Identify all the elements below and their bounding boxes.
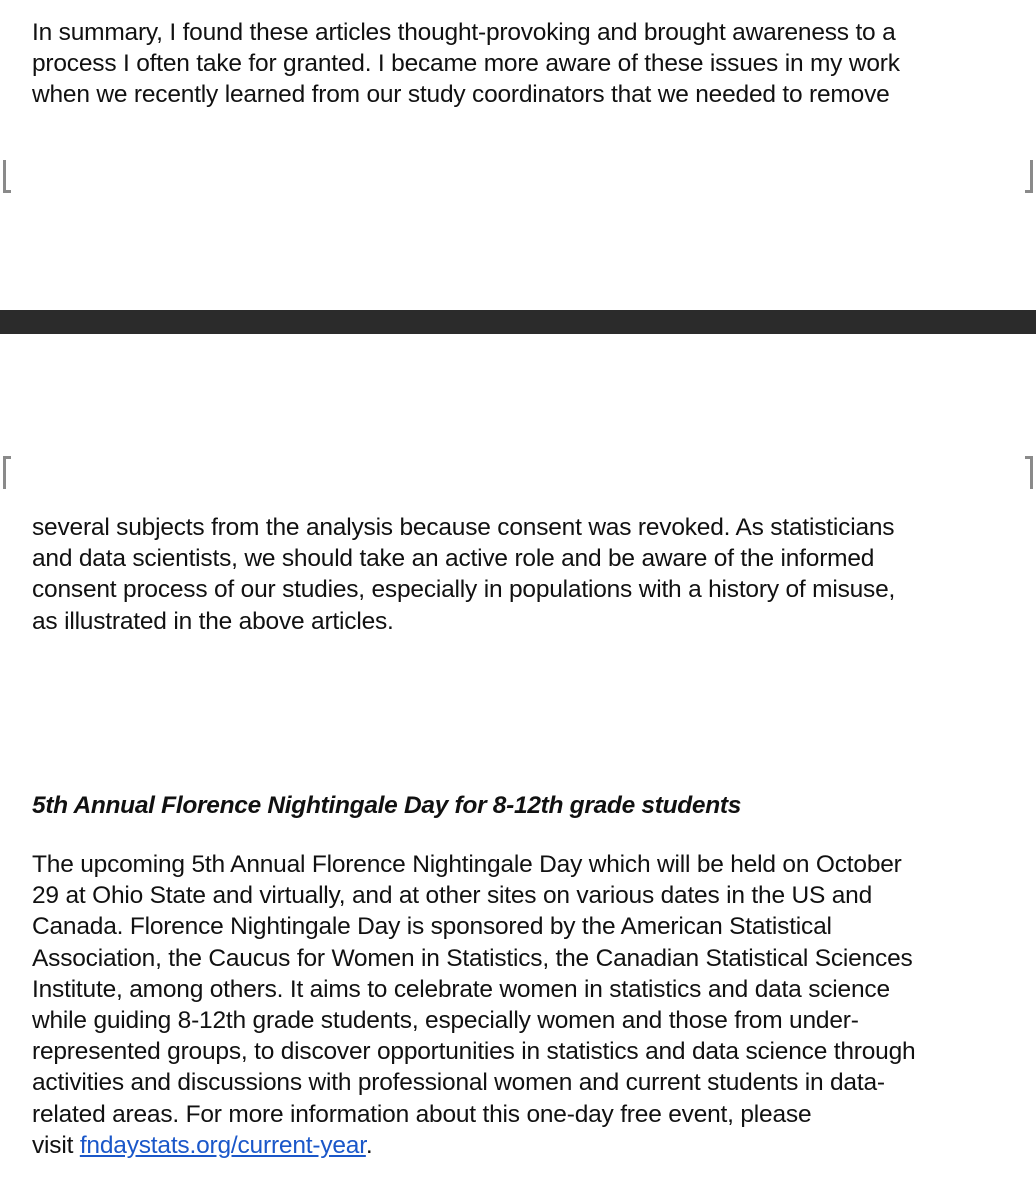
text-line: while guiding 8-12th grade students, especially women and those from under-	[32, 1007, 859, 1035]
text-line: several subjects from the analysis because consent was revoked. As statisticians	[32, 514, 895, 541]
event-website-link[interactable]: fndaystats.org/current-year	[79, 1131, 366, 1159]
text-line: Association, the Caucus for Women in Statistics, the Canadian Statistical Sciences	[32, 944, 913, 972]
summary-paragraph-continued	[32, 512, 1017, 637]
page-margin-corner-marker	[3, 456, 11, 489]
text-line: and data scientists, we should take an active role and be aware of the informed	[32, 545, 875, 573]
page-margin-corner-marker	[1025, 160, 1033, 193]
text-line: consent process of our studies, especially in populations with a history of misuse,	[32, 576, 896, 604]
text-line: The upcoming 5th Annual Florence Nightingale Day which will be held on October	[32, 851, 902, 878]
text-line: related areas. For more information about this one-day free event, please	[32, 1100, 812, 1128]
text-line: 29 at Ohio State and virtually, and at other sites on various dates in the US and	[32, 882, 872, 910]
text-line: represented groups, to discover opportunities in statistics and data science through	[32, 1038, 916, 1066]
period: .	[365, 1131, 373, 1159]
page-margin-corner-marker	[3, 160, 11, 193]
text-line: Institute, among others. It aims to celebrate women in statistics and data science	[32, 975, 890, 1003]
section-heading: 5th Annual Florence Nightingale Day for 8-12th grade students	[32, 792, 742, 819]
text-line: In summary, I found these articles thought-provoking and brought awareness to a	[32, 19, 896, 46]
page-margin-corner-marker	[1025, 456, 1033, 489]
text-line: as illustrated in the above articles.	[32, 607, 394, 635]
event-paragraph	[32, 849, 1017, 1161]
text-line: activities and discussions with professional women and current students in data-	[32, 1069, 885, 1097]
text-line: process I often take for granted. I became more aware of these issues in my work	[32, 50, 900, 78]
text-line: Canada. Florence Nightingale Day is sponsored by the American Statistical	[32, 913, 832, 941]
visit-prefix: visit	[32, 1131, 80, 1159]
summary-paragraph	[32, 17, 1017, 111]
text-line: when we recently learned from our study coordinators that we needed to remove	[32, 81, 890, 109]
text-line-with-link	[32, 1130, 1017, 1161]
page-break-separator	[0, 310, 1036, 334]
